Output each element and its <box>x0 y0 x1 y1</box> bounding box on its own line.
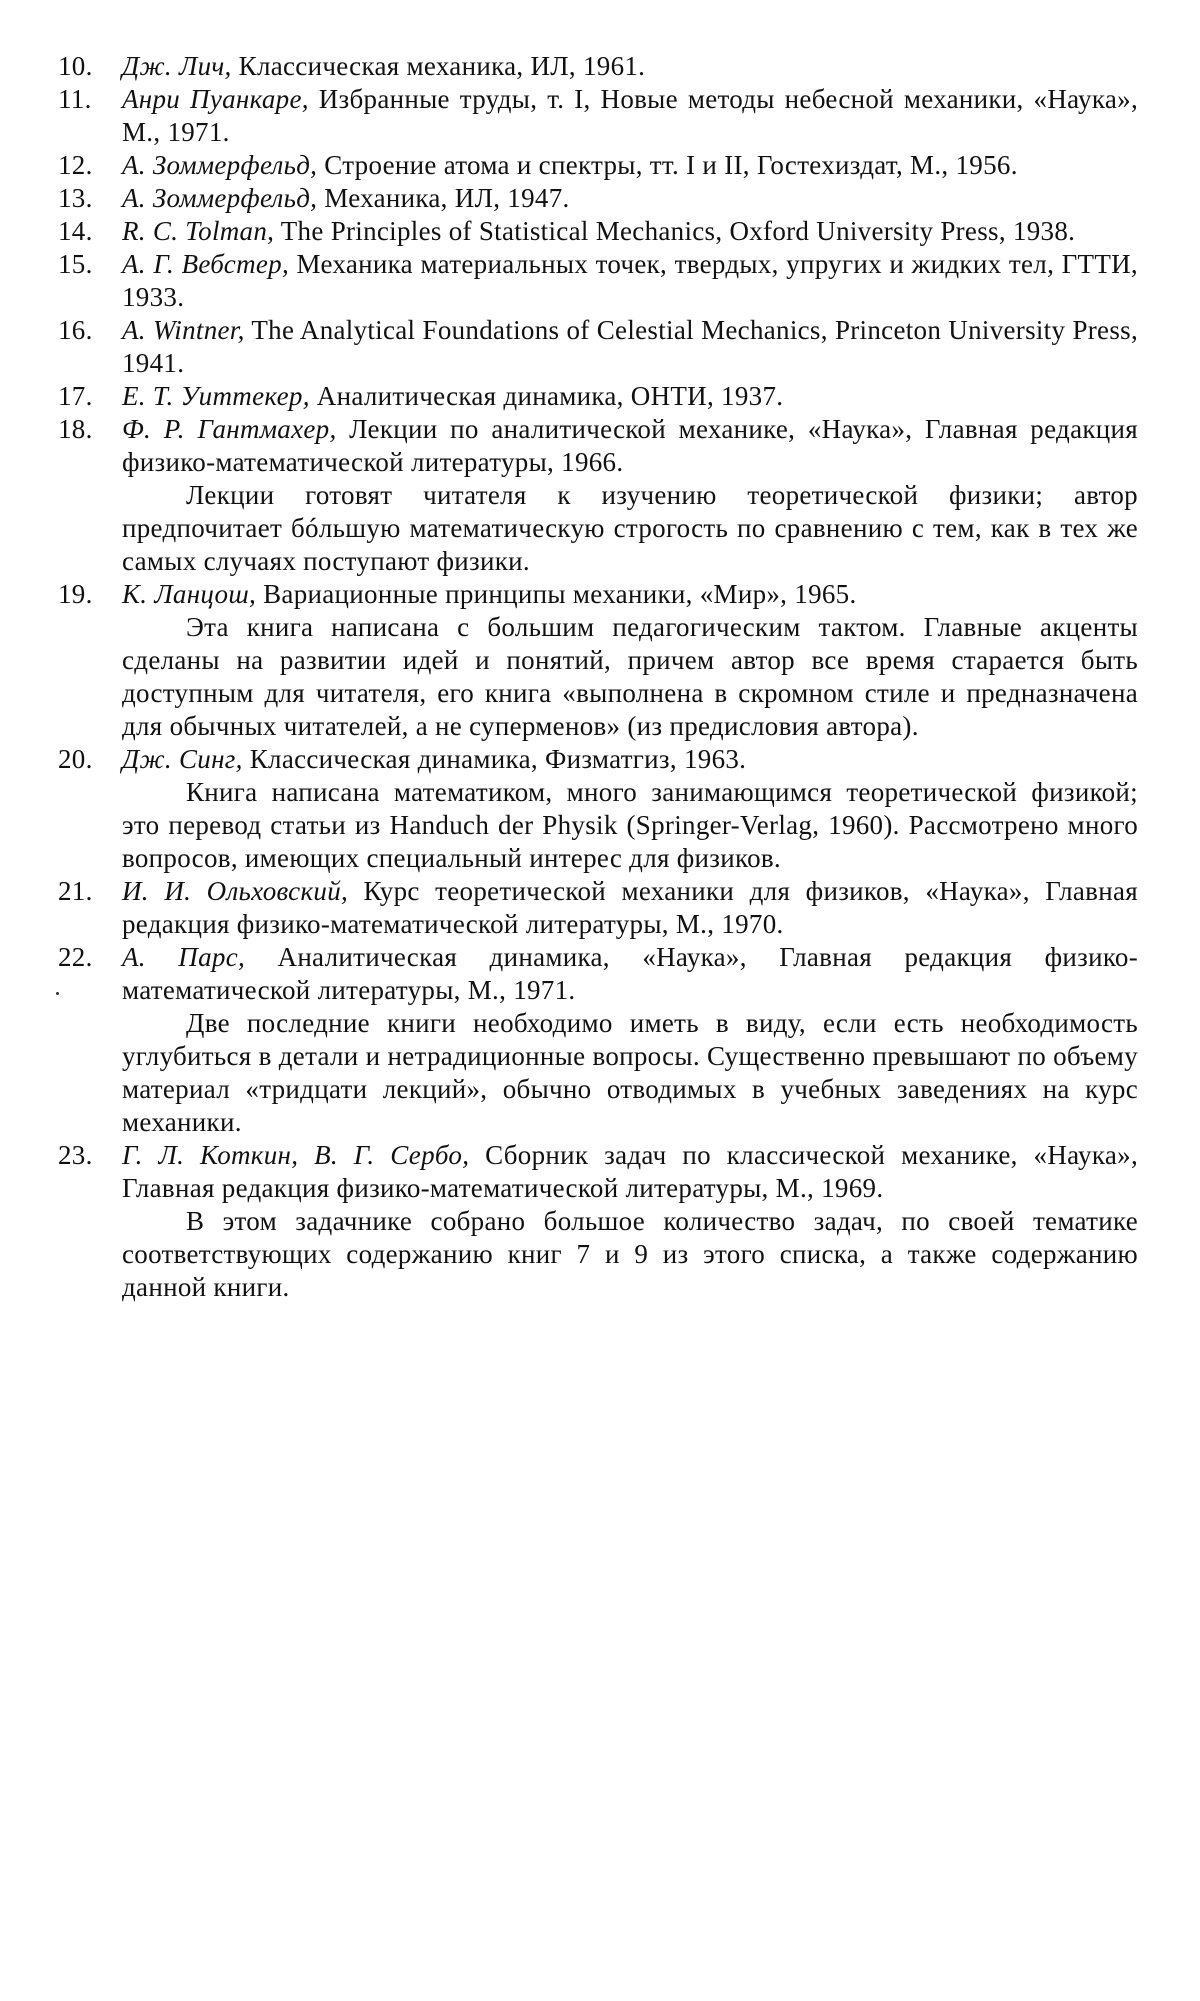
reference-author: К. Ланцош, <box>122 579 257 609</box>
print-speck <box>56 992 59 995</box>
reference-text: The Analytical Foundations of Celestial Mechanics, Princeton University Press, 1941. <box>122 315 1138 378</box>
reference-number: 20. <box>58 744 93 774</box>
reference-author: А. Г. Вебстер, <box>122 249 290 279</box>
reference-text: Курс теоретической механики для физиков, «Наука», Главная редакция физико-математической литературы, М., 1970. <box>122 876 1138 939</box>
reference-entry <box>58 1139 1138 1304</box>
reference-text: The Principles of Statistical Mechanics, Oxford University Press, 1938. <box>274 216 1076 246</box>
reference-entry <box>58 875 1138 941</box>
reference-author: Дж. Синг, <box>122 744 243 774</box>
reference-number: 12. <box>58 150 93 180</box>
reference-author: Дж. Лич, <box>122 51 232 81</box>
reference-entry <box>58 50 1138 83</box>
reference-entry <box>58 314 1138 380</box>
reference-annotation: Две последние книги необходимо иметь в виду, если есть необходимость углубиться в детали и нетрадиционные вопросы. Существенно превышают по объему материал «тридцати лекций», обычно отводимых в учебных заведениях на курс механики. <box>122 1008 1138 1137</box>
reference-entry <box>58 149 1138 182</box>
reference-number: 11. <box>58 84 92 114</box>
reference-annotation: Лекции готовят читателя к изучению теоретической физики; автор предпочитает бóльшую математическую строгость по сравнению с тем, как в тех же самых случаях поступают физики. <box>122 480 1138 576</box>
reference-text: Лекции по аналитической механике, «Наука», Главная редакция физико-математической литературы, 1966. <box>122 414 1138 477</box>
reference-number: 16. <box>58 315 93 345</box>
reference-list <box>58 50 1138 1304</box>
reference-author: Е. Т. Уиттекер, <box>122 381 310 411</box>
reference-entry <box>58 248 1138 314</box>
reference-number: 15. <box>58 249 93 279</box>
reference-number: 23. <box>58 1140 93 1170</box>
reference-text: Сборник задач по классической механике, «Наука», Главная редакция физико-математической литературы, М., 1969. <box>122 1140 1138 1203</box>
reference-number: 14. <box>58 216 93 246</box>
reference-annotation: В этом задачнике собрано большое количество задач, по своей тематике соответствующих содержанию книг 7 и 9 из этого списка, а также содержанию данной книги. <box>122 1206 1138 1302</box>
reference-author: Г. Л. Коткин, В. Г. Сербо, <box>122 1140 470 1170</box>
reference-text: Классическая механика, ИЛ, 1961. <box>231 51 646 81</box>
reference-text: Аналитическая динамика, ОНТИ, 1937. <box>309 381 784 411</box>
reference-number: 18. <box>58 414 93 444</box>
reference-author: R. C. Tolman, <box>122 216 275 246</box>
reference-author: И. И. Ольховский, <box>122 876 349 906</box>
reference-text: Механика материальных точек, твердых, упругих и жидких тел, ГТТИ, 1933. <box>122 249 1138 312</box>
reference-text: Классическая динамика, Физматгиз, 1963. <box>242 744 747 774</box>
reference-text: Вариационные принципы механики, «Мир», 1965. <box>256 579 857 609</box>
reference-number: 13. <box>58 183 93 213</box>
reference-author: Ф. Р. Гантмахер, <box>122 414 337 444</box>
reference-entry <box>58 83 1138 149</box>
reference-text: Строение атома и спектры, тт. I и II, Гостехиздат, М., 1956. <box>317 150 1018 180</box>
reference-text: Механика, ИЛ, 1947. <box>317 183 570 213</box>
reference-author: A. Wintner, <box>122 315 245 345</box>
reference-author: А. Зоммерфельд, <box>122 150 318 180</box>
reference-number: 21. <box>58 876 93 906</box>
reference-annotation: Книга написана математиком, много занимающимся теоретической физикой; это перевод статьи из Handuch der Physik (Springer-Verlag, 1960). Рассмотрено много вопросов, имеющих специальный интерес для физиков. <box>122 777 1138 873</box>
reference-number: 10. <box>58 51 93 81</box>
reference-entry <box>58 941 1138 1139</box>
reference-author: А. Парс, <box>122 942 246 972</box>
reference-text: Аналитическая динамика, «Наука», Главная редакция физико-математической литературы, М., 1971. <box>122 942 1138 1005</box>
reference-number: 19. <box>58 579 93 609</box>
reference-entry <box>58 215 1138 248</box>
reference-author: А. Зоммерфельд, <box>122 183 318 213</box>
reference-entry <box>58 743 1138 875</box>
reference-annotation: Эта книга написана с большим педагогическим тактом. Главные акценты сделаны на развитии идей и понятий, причем автор все время старается быть доступным для читателя, его книга «выполнена в скромном стиле и предназначена для обычных читателей, а не суперменов» (из предисловия автора). <box>122 612 1138 741</box>
reference-author: Анри Пуанкаре, <box>122 84 309 114</box>
reference-entry <box>58 578 1138 743</box>
reference-text: Избранные труды, т. I, Новые методы небесной механики, «Наука», М., 1971. <box>122 84 1138 147</box>
reference-entry <box>58 182 1138 215</box>
reference-number: 17. <box>58 381 93 411</box>
reference-entry <box>58 413 1138 578</box>
reference-number: 22. <box>58 942 93 972</box>
reference-entry <box>58 380 1138 413</box>
